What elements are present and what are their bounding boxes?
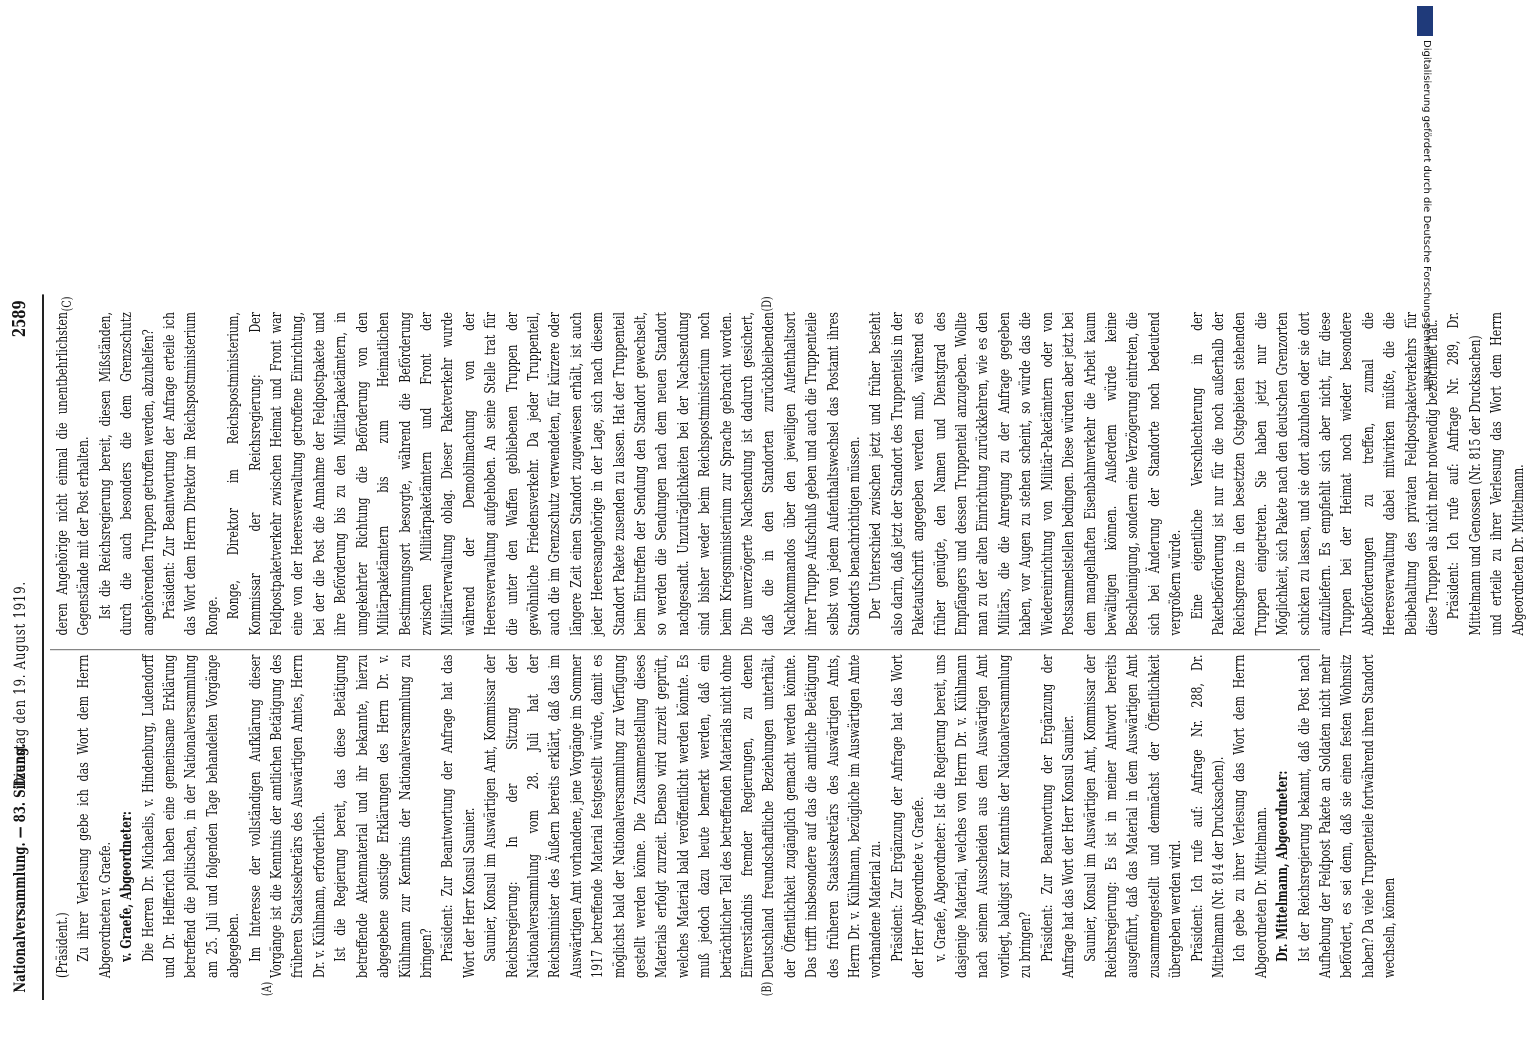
paragraph: Im Interesse der vollständigen Aufklärung dieser Vorgänge ist die Kenntnis der amtlichen Betätigung des früheren Staatssekretärs des Auswärtigen Amtes, Herrn Dr. v. Kühlmann, erforderlich. xyxy=(245,654,328,978)
paragraph: Ich gebe zu ihrer Verlesung das Wort dem Herrn Abgeordneten Dr. Mittelmann. xyxy=(1230,654,1270,978)
paragraph: v. Graefe, Abgeordneter: Ist die Regierung bereit, uns dasjenige Material, welches von Herrn Dr. v. Kühlmann nach seinem Ausscheiden aus dem Auswärtigen Amt vorliegt, baldigst zur Kenntnis der Nationalversammlung zu bringen? xyxy=(930,654,1035,978)
paragraph: Präsident: Zur Beantwortung der Ergänzung der Anfrage hat das Wort der Herr Konsul Saunier. xyxy=(1037,654,1078,978)
speaker-line: Dr. Mittelmann, Abgeordneter: xyxy=(1273,770,1292,962)
paragraph: Präsident: Zur Ergänzung der Anfrage hat das Wort der Herr Abgeordnete v. Graefe. xyxy=(887,654,928,978)
dfg-logo-icon xyxy=(1417,6,1433,36)
paragraph: und erteile zu ihrer Verlesung das Wort dem Herrn Abgeordneten Dr. Mittelmann. xyxy=(1487,312,1527,636)
page-header xyxy=(0,294,40,1000)
header-rule xyxy=(42,294,44,1000)
paragraph: Ist die Regierung bereit, das diese Betätigung betreffende Aktenmaterial und ihr bekannte, hierzu abgegebene sonstige Erklärungen des Herrn Dr. v. Kühlmann zur Kenntnis der Nationalversammlung zu bringen? xyxy=(331,654,435,978)
rotated-page xyxy=(0,294,1527,1000)
marker-d: (D) xyxy=(760,296,775,312)
speaker-line: v. Graefe, Abgeordneter: xyxy=(117,811,136,962)
paragraph: Ronge, Direktor im Reichspostministerium, Kommissar der Reichsregierung: Der Feldpostpaketverkehr zwischen Heimat und Front war eine von der Heeresverwaltung getroffene Einrichtung, bei der die Post die Annahme der Feldpostpakete und ihre Beförderung bis zu den Militärpaketämtern, in umgekehrter Richtung die Beförderung von den Militärpaketämtern bis zum Heimatlichen Bestimmungsort besorgte, während die Beförderung zwischen Militärpaketämtern und Front der Militärverwaltung oblag. Dieser Paketverkehr wurde während der Demobilmachung von der Heeresverwaltung aufgehoben. An seine Stelle trat für die unter den Waffen gebliebenen Truppen der gewöhnliche Friedensverkehr. Da jeder Truppenteil, auch die im Grenzschutz verwendeten, für kürzere oder längere Zeit einen Standort zugewiesen erhält, ist auch jeder Heeresangehörige in der Lage, sich nach diesem Standort Pakete zusenden zu lassen. Hat der Truppenteil beim Eintreffen der Sendung den Standort gewechselt, so werden die Sendungen nach dem neuen Standort nachgesandt. Unzuträglichkeiten bei der Nachsendung sind bisher weder beim Reichspostministerium noch beim Kriegsministerium zur Sprache gebracht worden. Die unverzögerte Nachsendung ist dadurch gesichert, daß die in den Standorten zurückbleibenden Nachkommandos über den jeweiligen Aufenthaltsort ihrer Truppe Aufschluß geben und auch die Truppenteile selbst von jedem Aufenthaltswechsel das Postamt ihres Standorts benachrichtigen müssen. xyxy=(224,312,864,636)
marker-c: (C) xyxy=(60,296,75,312)
paragraph: Präsident: Ich rufe auf: Anfrage Nr. 288, Dr. Mittelmann (Nr. 814 der Drucksachen). xyxy=(1187,654,1227,978)
page-number: 2589 xyxy=(9,300,30,338)
paragraph: Eine eigentliche Verschlechterung in der Paketbeförderung ist nur für die noch außerhalb der Reichsgrenze in den besetzten Ostgebieten stehenden Truppen eingetreten. Sie haben jetzt nur die Möglichkeit, sich Pakete nach den deutschen Grenzorten schicken zu lassen, und sie dort abzuholen oder sie dort aufzuliefern. Es empfiehlt sich aber nicht, für diese Truppen bei der Heimat noch wieder besondere Abbeförderungen zu treffen, zumal die Heeresverwaltung dabei mitwirken müßte, die die Beibehaltung des privaten Feldpostpaketverkehrs für diese Truppen als nicht mehr notwendig bezeichnet hat. xyxy=(1187,312,1441,636)
left-column xyxy=(52,654,1399,978)
paragraph: Saunier, Konsul im Auswärtigen Amt, Kommissar der Reichsregierung: Es ist in meiner Antwort bereits ausgeführt, daß das Material in dem Auswärtigen Amt zusammengestellt und demnächst der Öffentlichkeit übergeben werden wird. xyxy=(1080,654,1185,978)
paragraph: Ist der Reichsregierung bekannt, daß die Post nach Aufhebung der Feldpost Pakete an Soldaten nicht mehr befördert, es sei denn, daß sie einen festen Wohnsitz haben? Da viele Truppenteile fortwährend ihren Standort wechseln, können xyxy=(1294,654,1399,978)
paragraph: deren Angehörige nicht einmal die unentbehrlichsten Gegenstände mit der Post erhalten. xyxy=(53,312,93,636)
header-left: Nationalversammlung. — 83. Sitzung. xyxy=(10,743,29,993)
column-rule xyxy=(50,649,1320,650)
paragraph: Die Herren Dr. Michaelis, v. Hindenburg, Ludendorff und Dr. Helfferich haben eine gemeinsame Erklärung betreffend die politischen, in der Nationalversammlung am 25. Juli und folgenden Tage behandelten Vorgänge abgegeben. xyxy=(138,654,243,978)
marker-a: (A) xyxy=(260,981,275,997)
paragraph: Präsident: Zur Beantwortung der Anfrage hat das Wort der Herr Konsul Saunier. xyxy=(438,654,478,978)
dfg-sidebar xyxy=(1416,0,1434,1000)
paragraph: Saunier, Konsul im Auswärtigen Amt, Kommissar der Reichsregierung: In der Sitzung der Nationalversammlung vom 28. Juli hat der Reichsminister des Äußern bereits erklärt, daß das im Auswärtigen Amt vorhandene, jene Vorgänge im Sommer 1917 betreffende Material festgestellt würde, damit es möglichst bald der Nationalversammlung zur Verfügung gestellt werden könne. Die Zusammenstellung dieses Materials erfolgt zurzeit. Ebenso wird zurzeit geprüft, welches Material bald veröffentlicht werden könnte. Es muß jedoch dazu heute bemerkt werden, daß ein beträchtlicher Teil des betreffenden Materials nicht ohne Einverständnis fremder Regierungen, zu denen Deutschland freundschaftliche Beziehungen unterhält, der Öffentlichkeit zugänglich gemacht werden könnte. Das trifft insbesondere auf das die amtliche Betätigung des früheren Staatssekretärs des Auswärtigen Amts, Herrn Dr. v. Kühlmann, bezügliche im Auswärtigen Amte vorhandene Material zu. xyxy=(481,654,885,978)
dfg-credit-text: Digitalisierung gefördert durch die Deutsche Forschungsgemeinschaft xyxy=(1421,40,1432,391)
marker-b: (B) xyxy=(760,981,775,997)
paragraph: Zu ihrer Verlesung gebe ich das Wort dem Herrn Abgeordneten v. Graefe. xyxy=(74,654,114,978)
paragraph: Präsident: Zur Beantwortung der Anfrage erteile ich das Wort dem Herrn Direktor im Reichspostministerium Ronge. xyxy=(160,312,221,636)
paragraph: Präsident: Ich rufe auf: Anfrage Nr. 289, Dr. Mittelmann und Genossen (Nr. 815 der Drucksachen) xyxy=(1444,312,1484,636)
speaker-note: (Präsident.) xyxy=(53,912,71,978)
header-date: Dienstag den 19. August 1919. xyxy=(10,581,29,787)
paragraph: Ist die Reichsregierung bereit, diesen Mißständen, durch die auch besonders die dem Grenzschutz angehörenden Truppen getroffen werden, abzuhelfen? xyxy=(95,312,157,636)
right-column xyxy=(52,312,1527,636)
paragraph: Der Unterschied zwischen jetzt und früher besteht also darin, daß jetzt der Standort des Truppenteils in der Paketaufschrift angegeben werden muß, während es früher genügte, den Namen und Dienstgrad des Empfängers und dessen Truppenteil anzugeben. Wollte man zu der alten Einrichtung zurückkehren, wie es den Militärs, die die Anregung zu der Anfrage gegeben haben, vor Augen zu stehen scheint, so würde das die Wiedereinrichtung von Militär-Paketämtern oder von Postsammelstellen bedingen. Diese würden aber jetzt bei dem mangelhaften Eisenbahnverkehr die Arbeit kaum bewältigen können. Außerdem würde keine Beschleunigung, sondern eine Verzögerung eintreten, die sich bei Änderung der Standorte noch bedeutend vergrößern würde. xyxy=(866,312,1185,636)
